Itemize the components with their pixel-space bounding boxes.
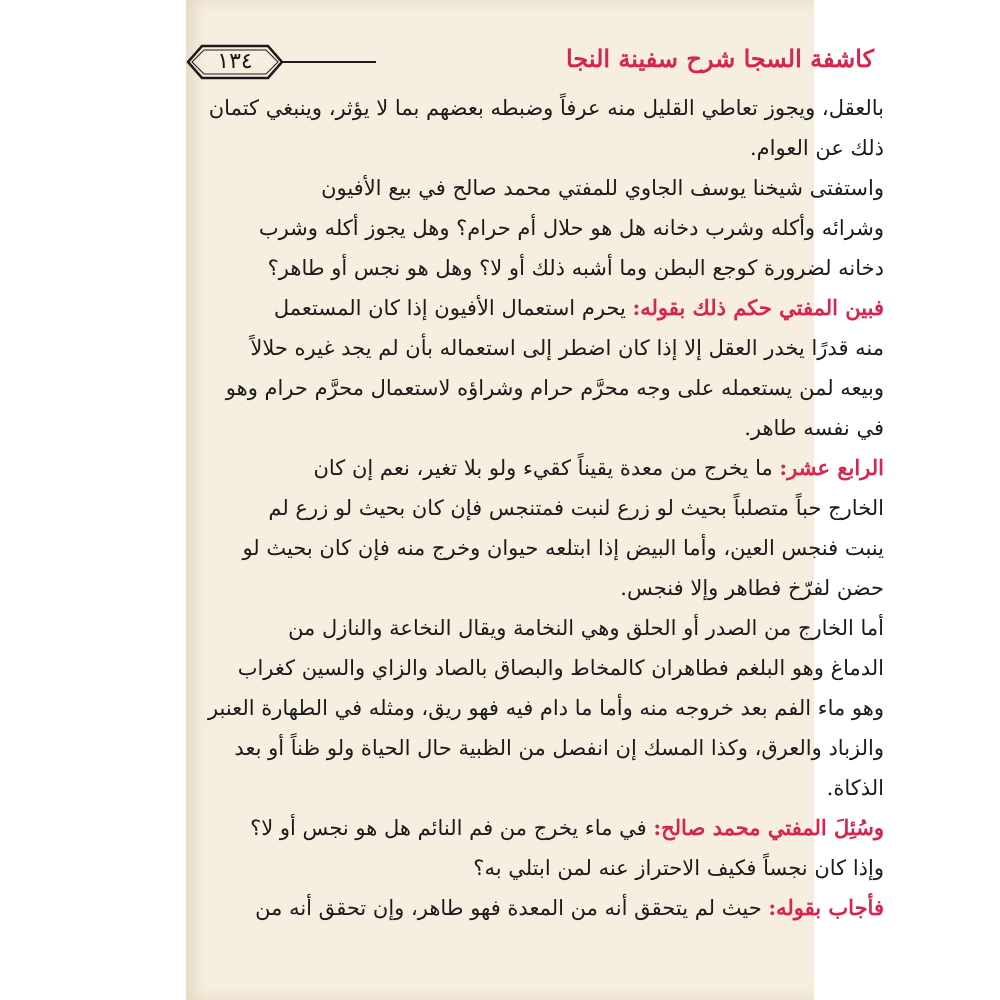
section-heading: فبين المفتي حكم ذلك بقوله: (632, 295, 884, 320)
line-text: وشرائه وأكله وشرب دخانه هل هو حلال أم حرام؟ وهل يجوز أكله وشرب (258, 216, 884, 240)
line-text: في ماء يخرج من فم النائم هل هو نجس أو لا؟ (250, 816, 654, 840)
text-line (204, 208, 884, 248)
text-line (204, 528, 884, 568)
text-line (204, 888, 884, 928)
text-line (204, 248, 884, 288)
line-text: دخانه لضرورة كوجع البطن وما أشبه ذلك أو لا؟ وهل هو نجس أو طاهر؟ (267, 256, 884, 280)
text-line (204, 448, 884, 488)
section-heading: الرابع عشر: (779, 455, 884, 480)
line-text: ذلك عن العوام. (749, 136, 884, 160)
text-line (204, 128, 884, 168)
line-text: حضن لفرّخ فطاهر وإلا فنجس. (620, 576, 884, 600)
line-text: أما الخارج من الصدر أو الحلق وهي النخامة ويقال النخاعة والنازل من (288, 616, 884, 640)
page-number: ١٣٤ (217, 49, 253, 74)
text-line (204, 288, 884, 328)
text-line (204, 808, 884, 848)
text-line (204, 88, 884, 128)
line-text: الخارج حباً متصلباً بحيث لو زرع لنبت فمتنجس فإن كان بحيث لو زرع لم (268, 496, 884, 520)
page-number-frame (186, 42, 376, 82)
text-line (204, 168, 884, 208)
line-text: منه قدرًا يخدر العقل إلا إذا كان اضطر إلى استعماله بأن لم يجد غيره حلالاً (250, 336, 884, 360)
line-text: بالعقل، ويجوز تعاطي القليل منه عرفاً وضبطه بعضهم بما لا يؤثر، وينبغي كتمان (208, 96, 884, 120)
text-line (204, 368, 884, 408)
text-line (204, 608, 884, 648)
text-line (204, 568, 884, 608)
text-line (204, 768, 884, 808)
line-text: وهو ماء الفم بعد خروجه منه وأما ما دام فيه فهو ريق، ومثله في الطهارة العنبر (207, 696, 884, 720)
page-header (186, 38, 874, 88)
text-line (204, 848, 884, 888)
line-text: الدماغ وهو البلغم فطاهران كالمخاط والبصاق بالصاد والزاي والسين كغراب (237, 656, 884, 680)
text-line (204, 408, 884, 448)
line-text: ينبت فنجس العين، وأما البيض إذا ابتلعه حيوان وخرج منه فإن كان بحيث لو (242, 536, 884, 560)
line-text: الذكاة. (826, 776, 884, 800)
section-heading: فأجاب بقوله: (768, 895, 884, 920)
text-line (204, 488, 884, 528)
text-line (204, 648, 884, 688)
body-text (204, 88, 884, 928)
line-text: ما يخرج من معدة يقيناً كقيء ولو بلا تغير، نعم إن كان (313, 456, 780, 480)
line-text: في نفسه طاهر. (744, 416, 884, 440)
text-line (204, 728, 884, 768)
line-text: حيث لم يتحقق أنه من المعدة فهو طاهر، وإن تحقق أنه من (255, 896, 769, 920)
line-text: والزباد والعرق، وكذا المسك إن انفصل من الظبية حال الحياة ولو ظناً أو بعد (234, 736, 884, 760)
running-title: كاشفة السجا شرح سفينة النجا (566, 44, 874, 73)
section-heading: وسُئِلَ المفتي محمد صالح: (653, 815, 884, 840)
text-line (204, 328, 884, 368)
text-line (204, 688, 884, 728)
line-text: يحرم استعمال الأفيون إذا كان المستعمل (273, 296, 633, 320)
line-text: وبيعه لمن يستعمله على وجه محرَّم حرام وشراؤه لاستعمال محرَّم حرام وهو (225, 376, 884, 400)
line-text: واستفتى شيخنا يوسف الجاوي للمفتي محمد صالح في بيع الأفيون (321, 176, 884, 200)
book-page (186, 0, 884, 1000)
line-text: وإذا كان نجساً فكيف الاحتراز عنه لمن ابتلي به؟ (473, 856, 884, 880)
